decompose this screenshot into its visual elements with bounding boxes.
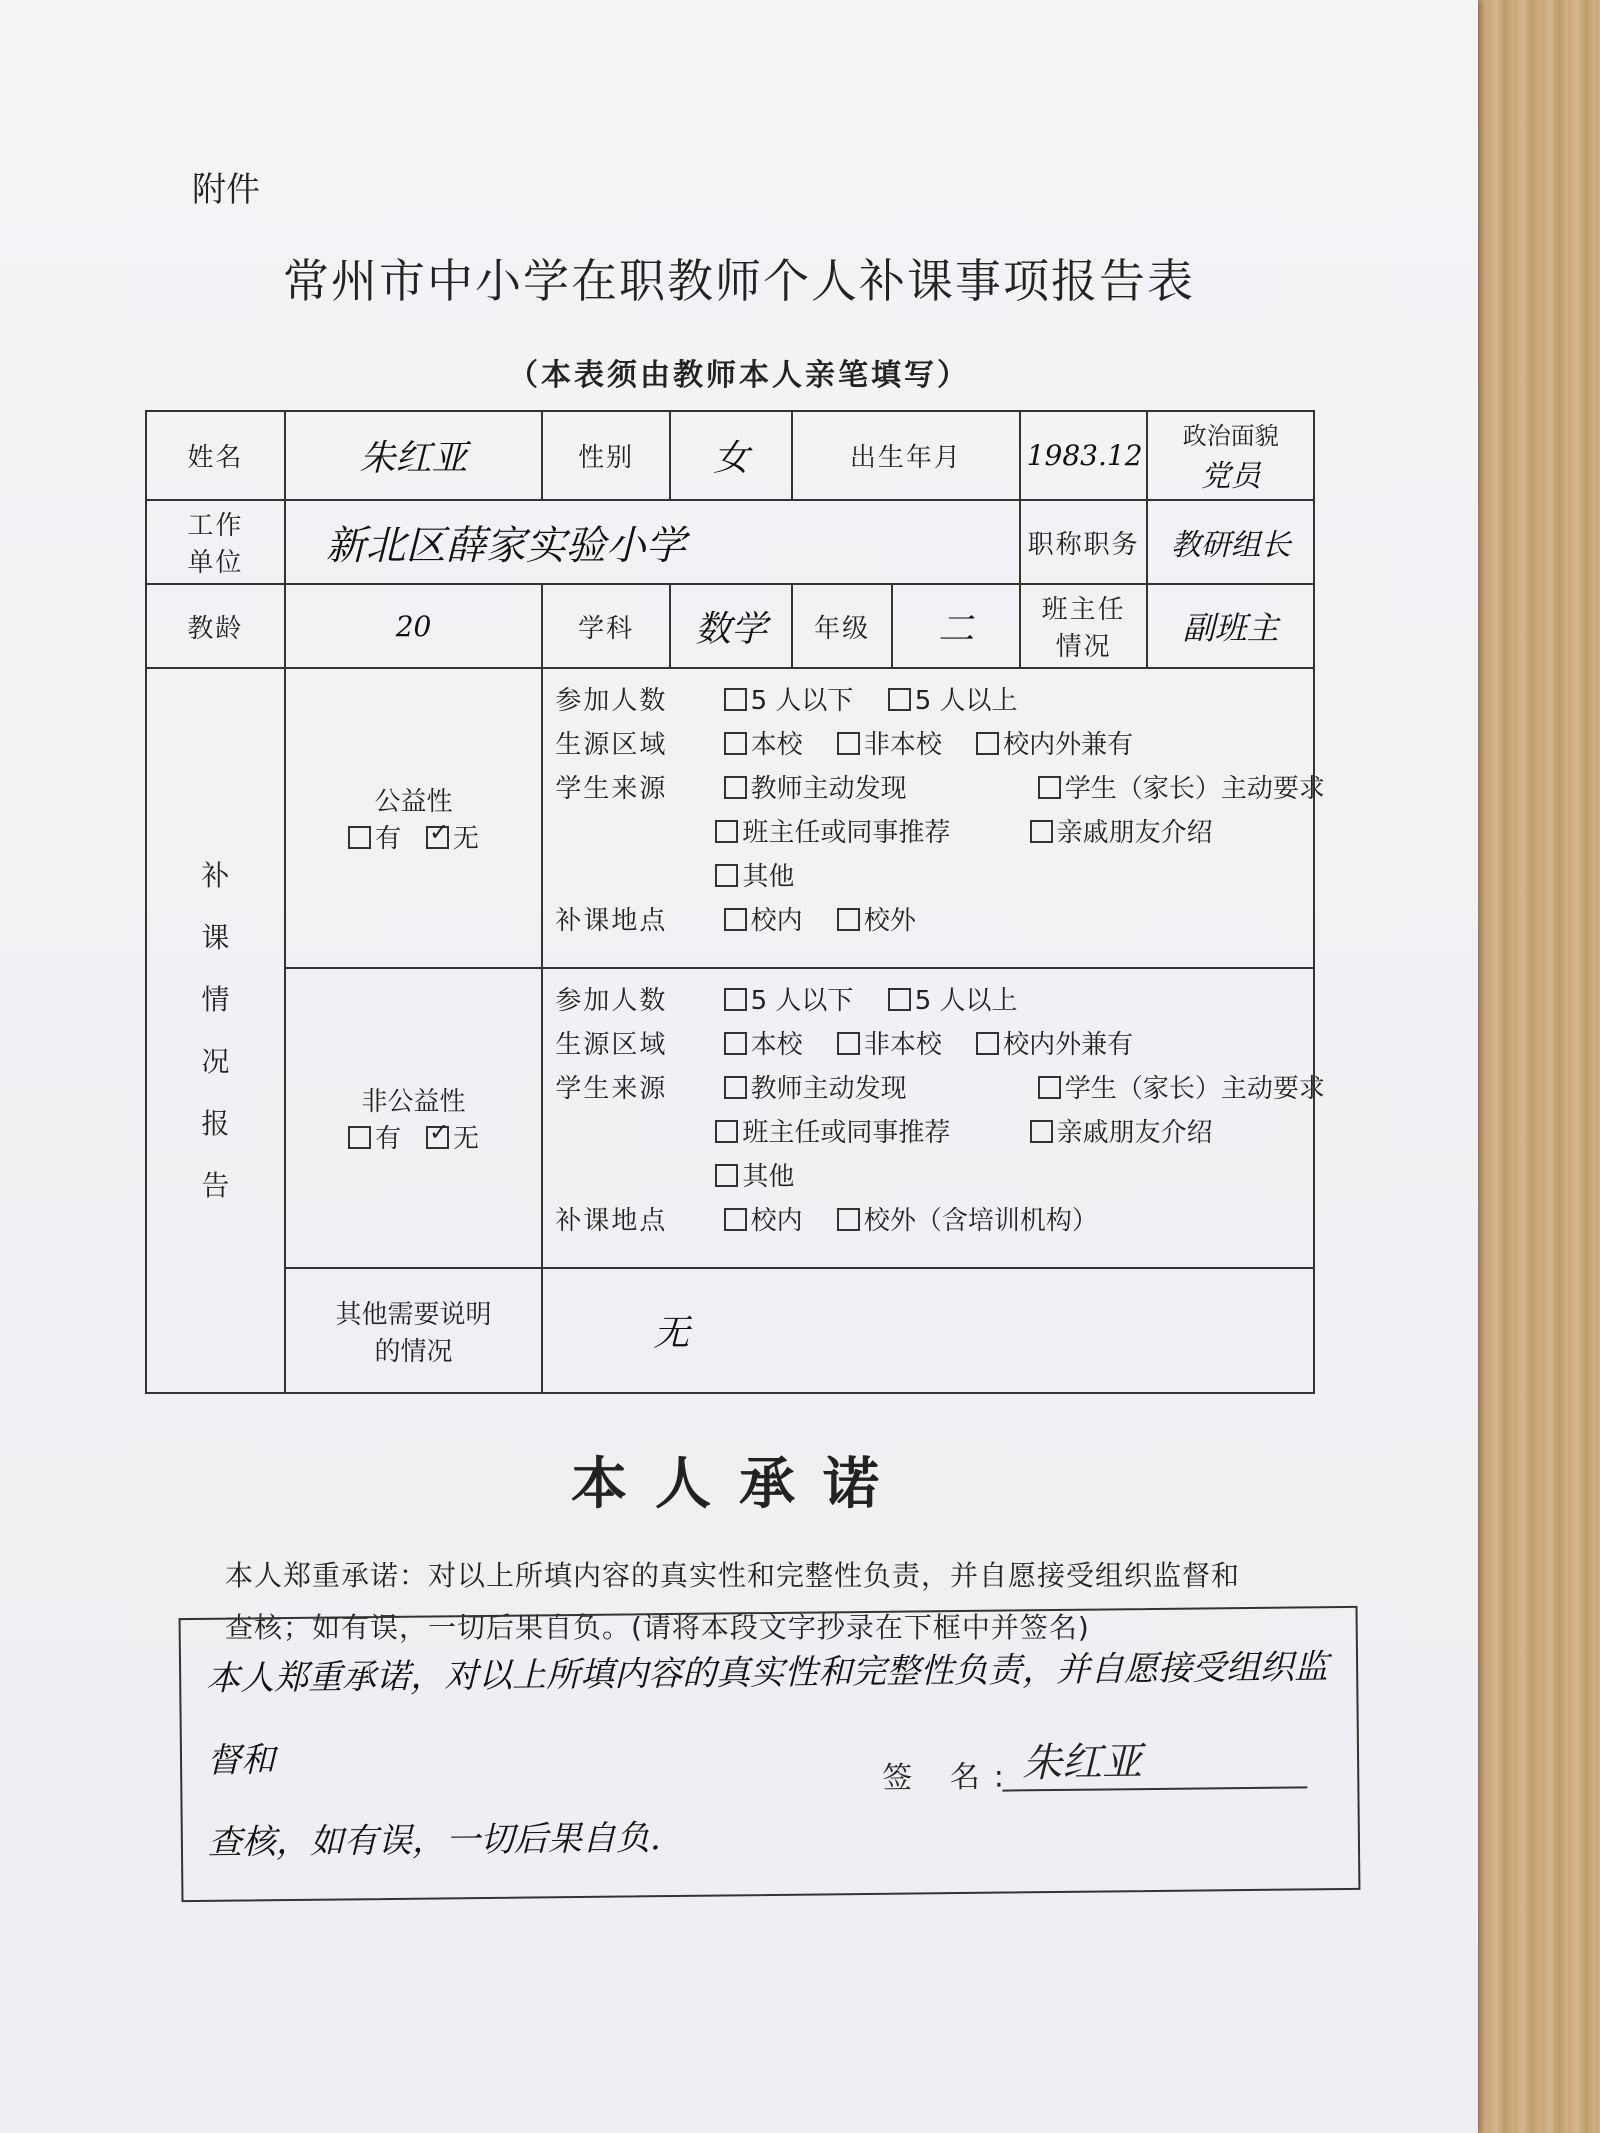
region-label: 生源区域 (555, 730, 668, 760)
years-value: 20 (285, 584, 543, 668)
public-no-checkbox[interactable] (426, 826, 449, 849)
checkbox[interactable] (715, 864, 738, 887)
pledge-copy-box (179, 1606, 1361, 1902)
count-option: 5 人以上 (914, 686, 1018, 716)
other-value: 无 (542, 1268, 1314, 1393)
region-option: 校内外兼有 (1003, 1030, 1134, 1060)
section-char: 课 (201, 920, 230, 954)
source-option: 其他 (742, 1162, 795, 1192)
source-option: 学生（家长）主动要求 (1064, 774, 1325, 804)
subject-value: 数学 (670, 584, 792, 668)
place-option: 校内 (750, 906, 803, 936)
source-option: 教师主动发现 (750, 1074, 907, 1104)
form-title: 常州市中小学在职教师个人补课事项报告表 (283, 254, 1195, 308)
checkbox[interactable] (715, 1164, 738, 1187)
checkbox[interactable] (888, 988, 911, 1011)
attachment-label: 附件 (192, 170, 260, 210)
public-row (146, 668, 1314, 968)
nonpublic-no-checkbox[interactable] (426, 1126, 449, 1149)
checkbox[interactable] (837, 908, 860, 931)
checkbox[interactable] (1030, 1120, 1053, 1143)
title-value: 教研组长 (1147, 500, 1314, 584)
name-value: 朱红亚 (285, 411, 543, 500)
source-option: 班主任或同事推荐 (742, 818, 951, 848)
public-no-label: 无 (452, 824, 479, 854)
pledge-text-line-1: 本人郑重承诺：对以上所填内容的真实性和完整性负责，并自愿接受组织监督和 (225, 1559, 1241, 1592)
nonpublic-source-row-3 (555, 1155, 1301, 1199)
workplace-label (146, 500, 285, 584)
info-row-1 (146, 411, 1314, 500)
source-option: 亲戚朋友介绍 (1056, 1118, 1213, 1148)
place-option: 校内 (750, 1206, 803, 1236)
nonpublic-row (146, 968, 1314, 1268)
source-option: 教师主动发现 (750, 774, 907, 804)
section-char: 况 (201, 1044, 230, 1078)
place-label: 补课地点 (555, 906, 668, 936)
section-char: 报 (201, 1106, 230, 1140)
place-label: 补课地点 (555, 1206, 668, 1236)
public-source-row-2 (555, 811, 1301, 855)
grade-value: 二 (892, 584, 1020, 668)
checkbox[interactable] (724, 732, 747, 755)
headteacher-value: 副班主 (1147, 584, 1314, 668)
pledge-title: 本人承诺 (571, 1452, 907, 1517)
nonpublic-yes-checkbox[interactable] (348, 1126, 371, 1149)
public-region-row (555, 723, 1301, 767)
nonpublic-region-row (555, 1023, 1301, 1067)
checkbox[interactable] (1038, 1076, 1061, 1099)
section-char: 情 (201, 982, 230, 1016)
source-label: 学生来源 (555, 1074, 668, 1104)
headteacher-label-1: 班主任 (1041, 595, 1126, 625)
info-row-2 (146, 500, 1314, 584)
politics-value: 党员 (1200, 459, 1261, 494)
headteacher-label (1020, 584, 1148, 668)
count-option: 5 人以上 (914, 986, 1018, 1016)
public-place-row (555, 899, 1301, 943)
nonpublic-count-row (555, 979, 1301, 1023)
form-subtitle: （本表须由教师本人亲笔填写） (508, 358, 970, 393)
source-option: 亲戚朋友介绍 (1056, 818, 1213, 848)
checkbox[interactable] (888, 688, 911, 711)
politics-label: 政治面貌 (1182, 422, 1279, 450)
workplace-label-2: 单位 (187, 548, 244, 578)
source-option: 其他 (742, 862, 795, 892)
checkbox[interactable] (976, 1032, 999, 1055)
checkbox[interactable] (715, 1120, 738, 1143)
headteacher-label-2: 情况 (1055, 632, 1112, 662)
title-label: 职称职务 (1020, 500, 1148, 584)
other-label-1: 其他需要说明 (335, 1299, 492, 1330)
checkbox[interactable] (1030, 820, 1053, 843)
other-label-2: 的情况 (374, 1336, 453, 1367)
checkbox[interactable] (724, 776, 747, 799)
public-yes-checkbox[interactable] (348, 826, 371, 849)
pledge-text-line-2: 查核；如有误，一切后果自负。(请将本段文字抄录在下框中并签名) (225, 1611, 1090, 1644)
public-source-row-3 (555, 855, 1301, 899)
checkbox[interactable] (837, 732, 860, 755)
region-option: 非本校 (863, 730, 942, 760)
region-option: 本校 (750, 1030, 803, 1060)
section-char: 补 (201, 858, 230, 892)
copy-line-2: 查核，如有误，一切后果自负. (207, 1818, 661, 1863)
checkbox[interactable] (724, 908, 747, 931)
count-label: 参加人数 (555, 986, 668, 1016)
public-count-row (555, 679, 1301, 723)
copy-line-1: 本人郑重承诺，对以上所填内容的真实性和完整性负责，并自愿接受组织监督和 (205, 1647, 1329, 1781)
grade-label: 年级 (792, 584, 892, 668)
count-option: 5 人以下 (750, 986, 854, 1016)
other-row (146, 1268, 1314, 1393)
count-option: 5 人以下 (750, 686, 854, 716)
signature-label: 签 名: (882, 1759, 1019, 1796)
signature: 朱红亚 (1021, 1739, 1143, 1787)
report-table (145, 410, 1325, 1394)
info-row-3 (146, 584, 1314, 668)
workplace-label-1: 工作 (187, 511, 244, 541)
region-option: 非本校 (863, 1030, 942, 1060)
public-label-cell (285, 668, 543, 968)
section-char: 告 (201, 1168, 230, 1202)
checkbox[interactable] (1038, 776, 1061, 799)
birth-value: 1983.12 (1020, 411, 1148, 500)
checkbox[interactable] (724, 688, 747, 711)
nonpublic-yes-label: 有 (375, 1124, 402, 1154)
birth-label: 出生年月 (792, 411, 1020, 500)
nonpublic-place-row (555, 1199, 1301, 1243)
nonpublic-label-cell (285, 968, 543, 1268)
politics-cell (1147, 411, 1314, 500)
source-label: 学生来源 (555, 774, 668, 804)
checkbox[interactable] (715, 820, 738, 843)
workplace-value: 新北区薛家实验小学 (285, 500, 1020, 584)
nonpublic-source-row-2 (555, 1111, 1301, 1155)
public-options (542, 668, 1325, 968)
checkbox[interactable] (724, 988, 747, 1011)
checkbox[interactable] (837, 1208, 860, 1231)
region-option: 校内外兼有 (1003, 730, 1134, 760)
nonpublic-source-row (555, 1067, 1325, 1111)
checkbox[interactable] (724, 1208, 747, 1231)
source-option: 学生（家长）主动要求 (1064, 1074, 1325, 1104)
checkbox[interactable] (837, 1032, 860, 1055)
gender-value: 女 (670, 411, 792, 500)
gender-label: 性别 (542, 411, 670, 500)
wooden-table-background (1460, 0, 1600, 2133)
checkbox[interactable] (724, 1076, 747, 1099)
nonpublic-options (542, 968, 1325, 1268)
region-option: 本校 (750, 730, 803, 760)
subject-label: 学科 (542, 584, 670, 668)
source-option: 班主任或同事推荐 (742, 1118, 951, 1148)
count-label: 参加人数 (555, 686, 668, 716)
public-yes-label: 有 (375, 824, 402, 854)
nonpublic-no-label: 无 (452, 1124, 479, 1154)
checkbox[interactable] (976, 732, 999, 755)
region-label: 生源区域 (555, 1030, 668, 1060)
nonpublic-label: 非公益性 (361, 1087, 466, 1117)
pledge-handwritten-copy (206, 1626, 1339, 1884)
public-label: 公益性 (374, 787, 453, 817)
tutoring-section-label (146, 668, 285, 1393)
place-option: 校外 (863, 906, 916, 936)
years-label: 教龄 (146, 584, 285, 668)
place-option: 校外（含培训机构） (863, 1206, 1098, 1236)
public-source-row (555, 767, 1325, 811)
name-label: 姓名 (146, 411, 285, 500)
other-label-cell (285, 1268, 543, 1393)
checkbox[interactable] (724, 1032, 747, 1055)
